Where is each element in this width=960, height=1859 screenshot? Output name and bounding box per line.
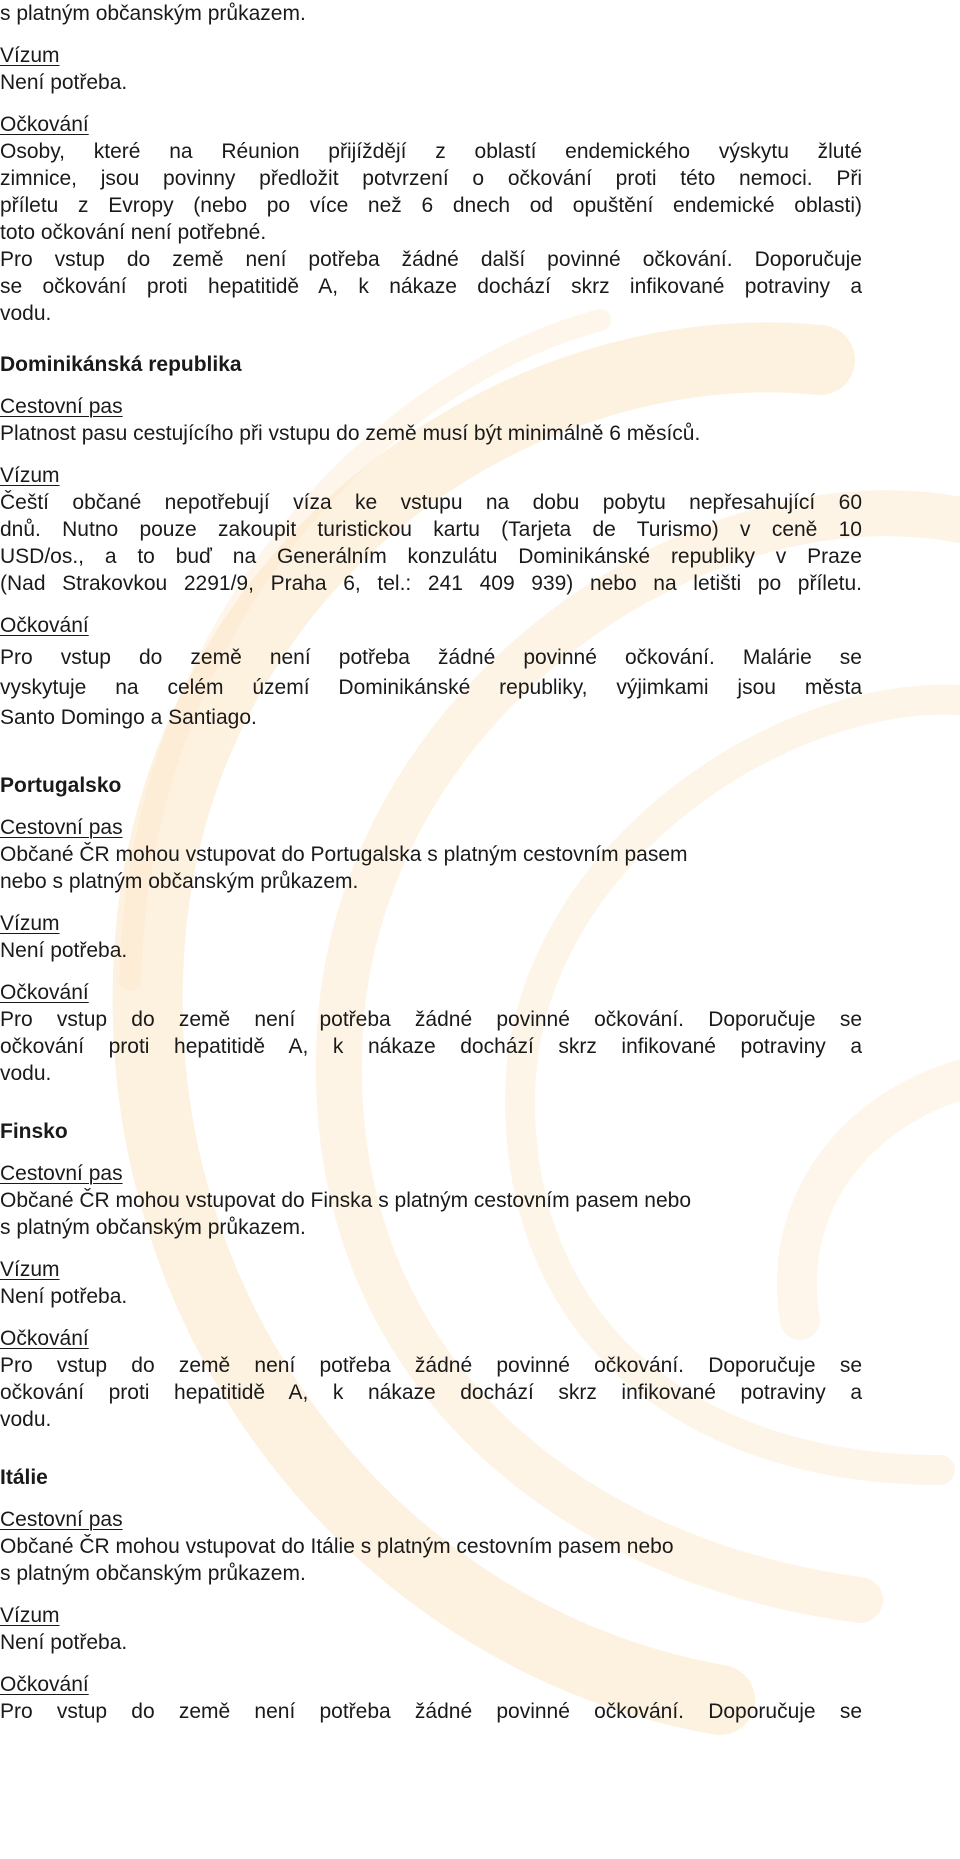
vaccination-line: Pro vstup do země není potřeba žádné povinné očkování. Malárie se [0,646,862,669]
section-portugalsko [0,772,862,1087]
visa-label: Vízum [0,1604,60,1627]
section-dominikanska-republika [0,351,862,733]
visa-label: Vízum [0,464,60,487]
vaccination-label: Očkování [0,981,89,1004]
visa-line: (Nad Strakovkou 2291/9, Praha 6, tel.: 241 409 939) nebo na letišti po příletu. [0,572,862,595]
vaccination-line: vodu. [0,1408,52,1431]
vaccination-line: Pro vstup do země není potřeba žádné povinné očkování. Doporučuje se [0,1700,862,1723]
vaccination-label: Očkování [0,1673,89,1696]
passport-label: Cestovní pas [0,816,123,839]
passport-label: Cestovní pas [0,1162,123,1185]
vaccination-line: Pro vstup do země není potřeba žádné další povinné očkování. Doporučuje [0,248,862,271]
passport-line: Občané ČR mohou vstupovat do Finska s platným cestovním pasem nebo [0,1189,692,1212]
passport-line: Občané ČR mohou vstupovat do Portugalska s platným cestovním pasem [0,843,688,866]
passport-text: Platnost pasu cestujícího při vstupu do země musí být minimálně 6 měsíců. [0,422,701,445]
vaccination-line: vodu. [0,1062,52,1085]
vaccination-line: očkování proti hepatitidě A, k nákaze dochází skrz infikované potraviny a [0,1381,862,1404]
section-heading: Finsko [0,1120,68,1143]
vaccination-label: Očkování [0,1327,89,1350]
reunion-passport-text-end: s platným občanským průkazem. [0,2,306,25]
visa-text: Není potřeba. [0,939,128,962]
section-italie [0,1464,862,1725]
visa-line: dnů. Nutno pouze zakoupit turistickou kartu (Tarjeta de Turismo) v ceně 10 [0,518,862,541]
vaccination-line: toto očkování není potřebné. [0,221,267,244]
section-reunion-continued [0,0,862,327]
vaccination-line: se očkování proti hepatitidě A, k nákaze dochází skrz infikované potraviny a [0,275,862,298]
visa-label: Vízum [0,44,60,67]
section-finsko [0,1118,862,1433]
vaccination-label: Očkování [0,614,89,637]
section-heading: Dominikánská republika [0,353,242,376]
visa-label: Vízum [0,912,60,935]
passport-line: Občané ČR mohou vstupovat do Itálie s platným cestovním pasem nebo [0,1535,674,1558]
vaccination-line: vyskytuje na celém území Dominikánské republiky, výjimkami jsou města [0,676,862,699]
section-heading: Portugalsko [0,774,122,797]
visa-label: Vízum [0,1258,60,1281]
visa-text: Není potřeba. [0,1285,128,1308]
visa-text: Není potřeba. [0,1631,128,1654]
visa-line: Čeští občané nepotřebují víza ke vstupu na dobu pobytu nepřesahující 60 [0,491,862,514]
vaccination-line: vodu. [0,302,52,325]
vaccination-line: zimnice, jsou povinny předložit potvrzení o očkování proti této nemoci. Při [0,167,862,190]
passport-line: nebo s platným občanským průkazem. [0,870,359,893]
vaccination-line: Osoby, které na Réunion přijíždějí z oblastí endemického výskytu žluté [0,140,862,163]
vaccination-line: Santo Domingo a Santiago. [0,706,257,729]
section-heading: Itálie [0,1466,48,1489]
passport-line: s platným občanským průkazem. [0,1562,306,1585]
visa-line: USD/os., a to buď na Generálním konzulátu Dominikánské republiky v Praze [0,545,862,568]
vaccination-line: očkování proti hepatitidě A, k nákaze dochází skrz infikované potraviny a [0,1035,862,1058]
passport-label: Cestovní pas [0,1508,123,1531]
visa-text: Není potřeba. [0,71,128,94]
vaccination-line: Pro vstup do země není potřeba žádné povinné očkování. Doporučuje se [0,1354,862,1377]
passport-label: Cestovní pas [0,395,123,418]
vaccination-line: Pro vstup do země není potřeba žádné povinné očkování. Doporučuje se [0,1008,862,1031]
vaccination-line: příletu z Evropy (nebo po více než 6 dnech od opuštění endemické oblasti) [0,194,862,217]
vaccination-label: Očkování [0,113,89,136]
passport-line: s platným občanským průkazem. [0,1216,306,1239]
